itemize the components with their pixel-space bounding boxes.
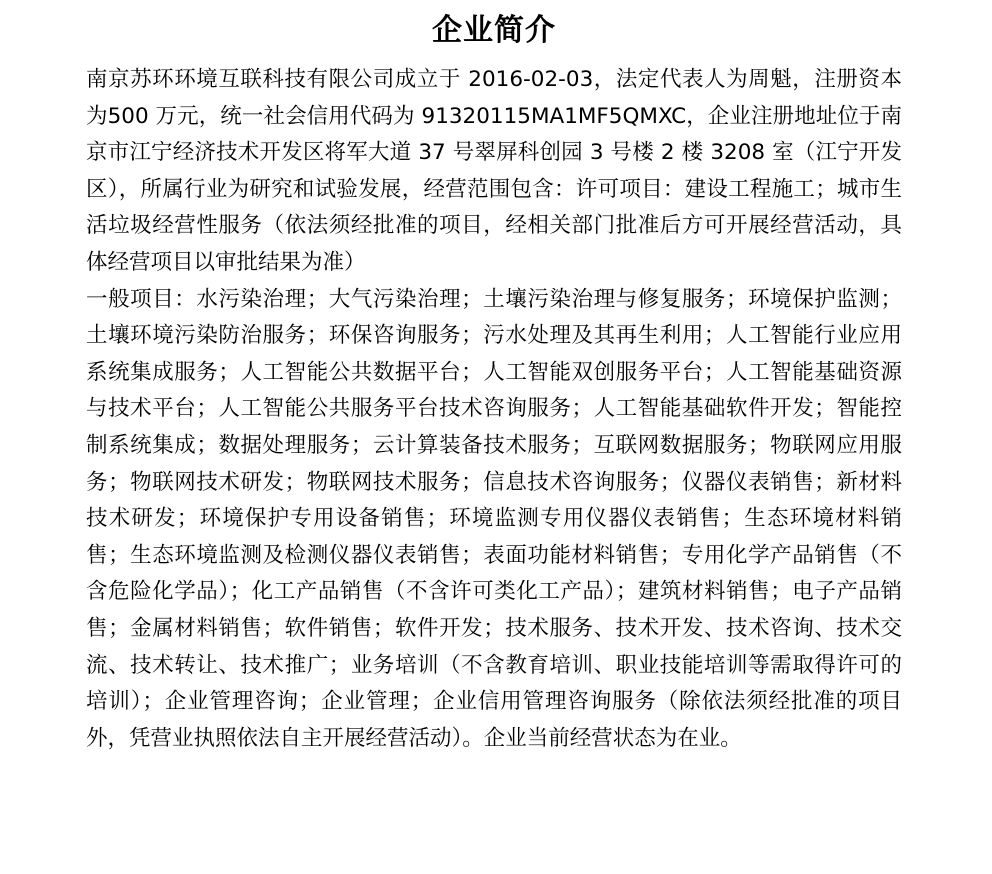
page-title: 企业简介 [432,13,556,48]
company-profile-document [86,0,902,757]
business-scope-paragraph: 一般项目：水污染治理；大气污染治理；土壤污染治理与修复服务；环境保护监测；土壤环境污染防治服务；环保咨询服务；污水处理及其再生利用；人工智能行业应用系统集成服务；人工智能公共数据平台；人工智能双创服务平台；人工智能基础资源与技术平台；人工智能公共服务平台技术咨询服务；人工智能基础软件开发；智能控制系统集成；数据处理服务；云计算装备技术服务；互联网数据服务；物联网应用服务；物联网技术研发；物联网技术服务；信息技术咨询服务；仪器仪表销售；新材料技术研发；环境保护专用设备销售；环境监测专用仪器仪表销售；生态环境材料销售；生态环境监测及检测仪器仪表销售；表面功能材料销售；专用化学产品销售（不含危险化学品）；化工产品销售（不含许可类化工产品）；建筑材料销售；电子产品销售；金属材料销售；软件销售；软件开发；技术服务、技术开发、技术咨询、技术交流、技术转让、技术推广；业务培训（不含教育培训、职业技能培训等需取得许可的培训）；企业管理咨询；企业管理；企业信用管理咨询服务（除依法须经批准的项目外，凭营业执照依法自主开展经营活动）。企业当前经营状态为在业。 [86,286,902,751]
registration-paragraph: 南京苏环环境互联科技有限公司成立于 2016-02-03，法定代表人为周魁，注册资本为500 万元，统一社会信用代码为 91320115MA1MF5QMXC，企业注册地址位于南京市江宁经济技术开发区将军大道 37 号翠屏科创园 3 号楼 2 楼 3208 室（江宁开发区），所属行业为研究和试验发展，经营范围包含：许可项目：建设工程施工；城市生活垃圾经营性服务（依法须经批准的项目，经相关部门批准后方可开展经营活动，具体经营项目以审批结果为准） [86,67,902,275]
